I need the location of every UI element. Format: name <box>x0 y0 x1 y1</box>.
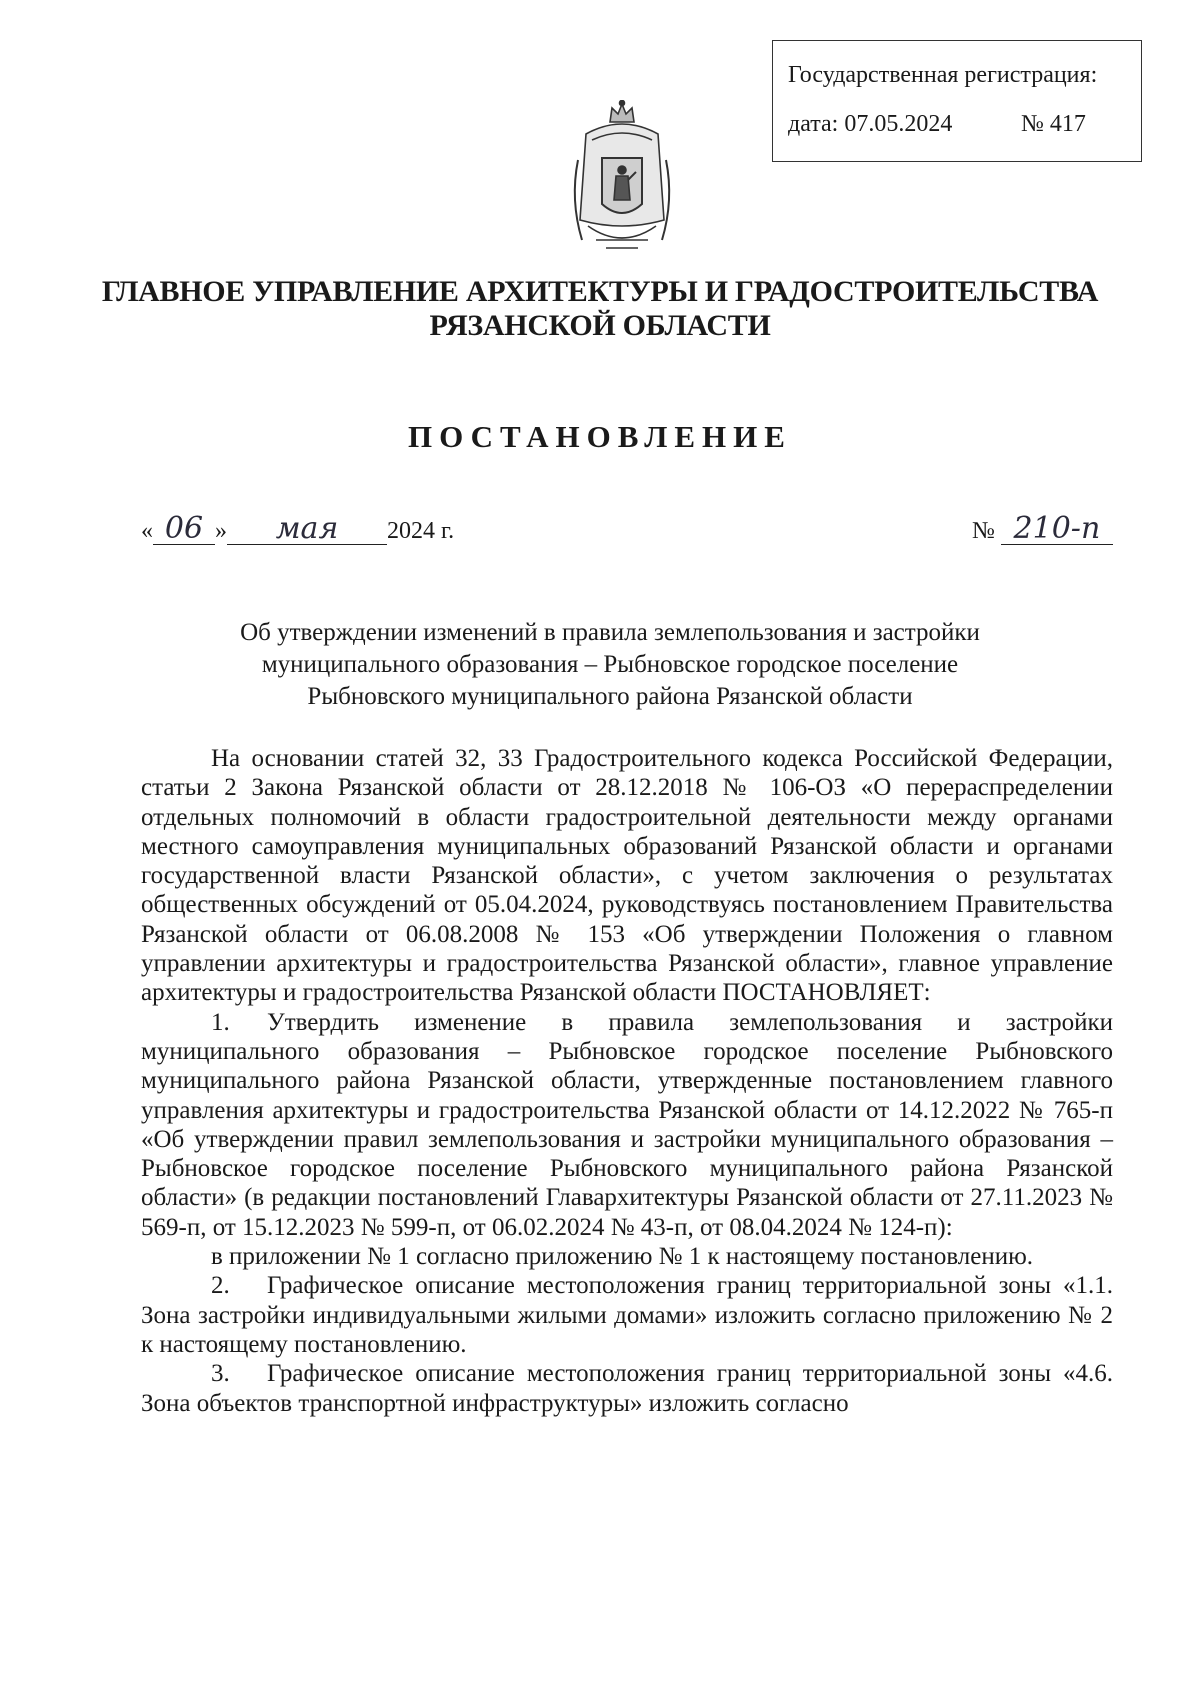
item-2-text: Графическое описание местоположения границ территориальной зоны «1.1. Зона застройки индивидуальными жилыми домами» изложить согласно приложению № 2 к настоящему постановлению. <box>141 1272 1113 1358</box>
date-day: 06 <box>153 514 215 545</box>
item-1-text: Утвердить изменение в правила землепользования и застройки муниципального образования – Рыбновское городское поселение Рыбновского муниципального района Рязанской области, утвержденные постановлением главного управления архитектуры и градостроительства Рязанской области от 14.12.2022 № 765-п «Об утверждении правил землепользования и застройки муниципального образования – Рыбновское городское поселение Рыбновского муниципального района Рязанской области» (в редакции постановлений Главархитектуры Рязанской области от 27.11.2023 № 569-п, от 15.12.2023 № 599-п, от 06.02.2024 № 43-п, от 08.04.2024 № 124-п): <box>141 1008 1113 1241</box>
document-date <box>141 511 455 546</box>
subject-line-1: Об утверждении изменений в правила землепользования и застройки <box>240 619 980 646</box>
number-prefix: № <box>972 518 995 544</box>
subject-line-2: муниципального образования – Рыбновское городское поселение <box>261 651 959 678</box>
organization-line-2: РЯЗАНСКОЙ ОБЛАСТИ <box>429 309 771 342</box>
registration-stamp <box>772 40 1142 162</box>
item-2-paragraph <box>141 1271 1113 1359</box>
document-body <box>141 744 1113 1418</box>
item-2-number: 2. <box>211 1272 230 1300</box>
item-1-paragraph <box>141 1008 1113 1242</box>
coat-of-arms-icon <box>566 100 678 268</box>
preamble-paragraph: На основании статей 32, 33 Градостроительного кодекса Российской Федерации, статьи 2 Закона Рязанской области от 28.12.2018 № 106-ОЗ «О перераспределении отдельных полномочий в области градостроительной деятельности между органами местного самоуправления муниципальных образований Рязанской области и органами государственной власти Рязанской области», с учетом заключения о результатах общественных обсуждений от 05.04.2024, руководствуясь постановлением Правительства Рязанской области от 06.08.2008 № 153 «Об утверждении Положения о главном управлении архитектуры и градостроительства Рязанской области», главное управление архитектуры и градостроительства Рязанской области ПОСТАНОВЛЯЕТ: <box>141 745 1113 1007</box>
organization-line-1: ГЛАВНОЕ УПРАВЛЕНИЕ АРХИТЕКТУРЫ И ГРАДОСТРОИТЕЛЬСТВА <box>101 275 1099 308</box>
item-1-sub-paragraph: в приложении № 1 согласно приложению № 1 к настоящему постановлению. <box>211 1243 1034 1271</box>
document-number <box>972 511 1113 546</box>
date-year: 2024 г. <box>387 518 455 544</box>
date-open-quote: « <box>141 518 153 544</box>
item-1-number: 1. <box>211 1008 230 1036</box>
document-subject <box>140 617 1080 713</box>
registration-number: № 417 <box>1021 111 1086 137</box>
number-value: 210-п <box>1001 514 1113 545</box>
document-type: ПОСТАНОВЛЕНИЕ <box>408 419 792 454</box>
registration-date: дата: 07.05.2024 <box>788 111 953 137</box>
item-3-text: Графическое описание местоположения границ территориальной зоны «4.6. Зона объектов транспортной инфраструктуры» изложить согласно <box>141 1360 1113 1417</box>
registration-title: Государственная регистрация: <box>788 62 1098 88</box>
date-close-quote: » <box>215 518 227 544</box>
subject-line-3: Рыбновского муниципального района Рязанской области <box>307 683 913 710</box>
item-3-number: 3. <box>211 1360 230 1388</box>
date-month: мая <box>227 514 387 545</box>
item-3-paragraph <box>141 1359 1113 1418</box>
